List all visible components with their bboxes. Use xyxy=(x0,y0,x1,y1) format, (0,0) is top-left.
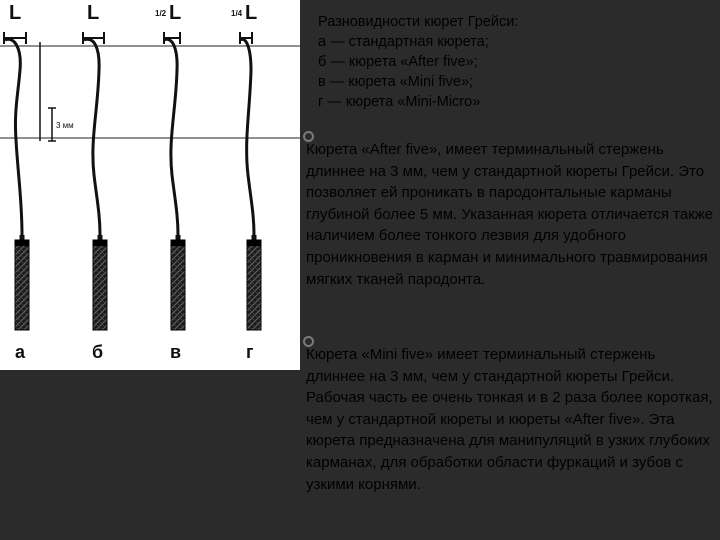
bottom-label-a: а xyxy=(15,342,26,362)
fraction-half: 1/2 xyxy=(155,9,167,18)
caption-item: г — кюрета «Mini-Micro» xyxy=(318,94,481,110)
paragraph-mini-five: Кюрета «Mini five» имеет терминальный стержень длиннее на 3 мм, чем у стандартной кюреты Грейси. Рабочая часть ее очень тонкая и в 2 раза более короткая, чем у стандартной кюреты и кюреты «After five». Эта кюрета предназначена для манипуляций в узких глубоких карманах, для обработки области фуркаций и зубов с узкими корнями. xyxy=(306,346,713,493)
curette-g xyxy=(240,39,261,330)
paragraph-after-five: Кюрета «After five», имеет терминальный стержень длиннее на 3 мм, чем у стандартной кюреты Грейси. Это позволяет ей проникать в пародонтальные карманы глубиной более 5 мм. Указанная кюрета отличается также наличием более тонкого лезвия для удобного проникновения в карман и минимального травмирования мягких тканей пародонта. xyxy=(306,141,714,288)
caption-item: в — кюрета «Mini five»; xyxy=(318,74,474,90)
curette-b xyxy=(84,39,107,330)
length-brackets xyxy=(4,32,252,44)
top-label-v: L xyxy=(169,2,182,24)
caption-title: Разновидности кюрет Грейси: xyxy=(318,14,519,30)
bottom-label-g: г xyxy=(246,342,254,362)
bottom-label-b: б xyxy=(92,342,104,362)
caption-item: а — стандартная кюрета; xyxy=(318,34,489,50)
measure-marker xyxy=(40,42,56,141)
fraction-quarter: 1/4 xyxy=(231,9,243,18)
top-label-a: L xyxy=(9,2,22,24)
top-label-b: L xyxy=(87,2,100,24)
curette-a xyxy=(5,39,29,330)
bottom-label-v: в xyxy=(170,342,182,362)
figure-caption xyxy=(318,12,578,112)
curette-v xyxy=(164,39,185,330)
measure-label: 3 мм xyxy=(56,121,74,130)
curette-illustration xyxy=(0,0,300,370)
caption-item: б — кюрета «After five»; xyxy=(318,54,478,70)
top-label-g: L xyxy=(245,2,258,24)
curette-figure xyxy=(0,0,300,370)
